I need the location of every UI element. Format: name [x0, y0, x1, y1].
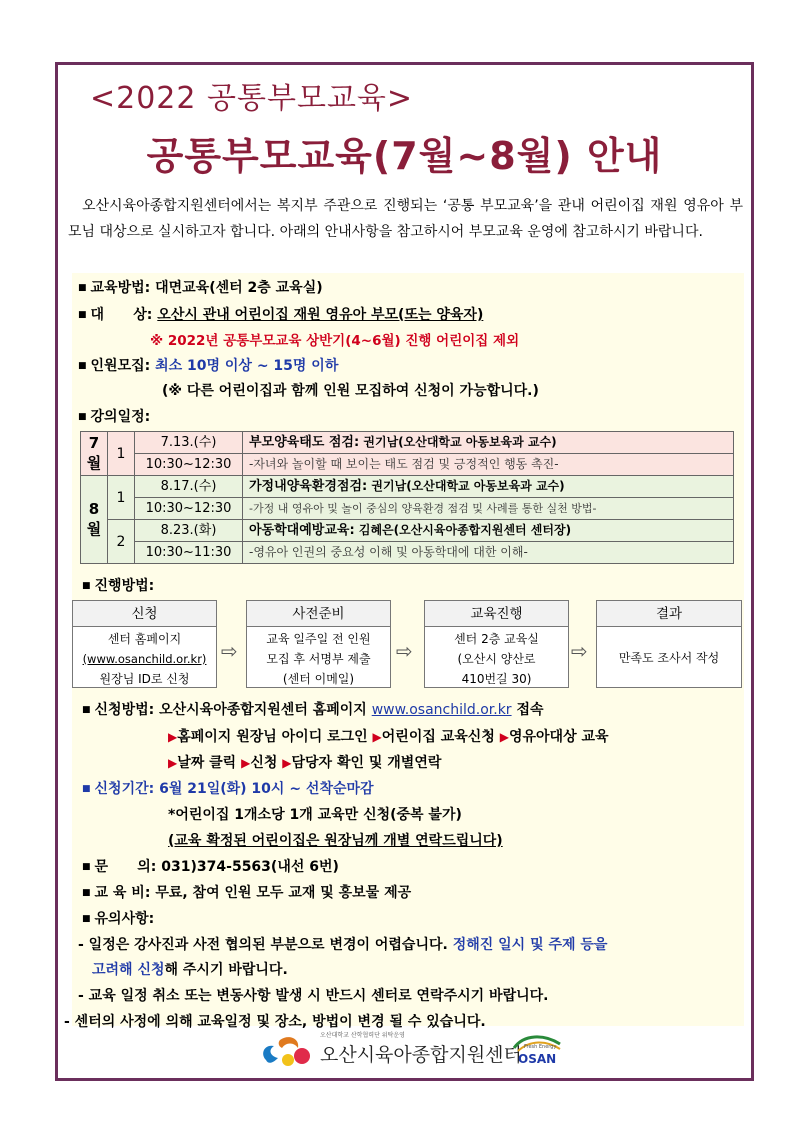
session-time: 10:30~11:30	[135, 542, 243, 564]
notes-label: 유의사항:	[94, 911, 155, 927]
contact-label: 문 의:	[94, 859, 157, 875]
triangle-right-icon: ▶	[241, 756, 251, 770]
target-line	[78, 304, 483, 324]
fee-label: 교 육 비:	[94, 885, 151, 901]
triangle-right-icon: ▶	[168, 756, 178, 770]
logo-name: 오산시육아종합지원센터	[320, 1044, 522, 1066]
schedule-heading	[78, 406, 150, 426]
session-date: 7.13.(수)	[135, 432, 243, 454]
step-body: 만족도 조사서 작성	[618, 651, 720, 665]
session-number: 2	[108, 520, 135, 564]
session-desc: -영유아 인권의 중요성 이해 및 아동학대에 대한 이해-	[243, 542, 734, 564]
step-body: 교육 일주일 전 인원 모집 후 서명부 제출 (센터 이메일)	[266, 632, 371, 686]
homepage-link[interactable]: www.osanchild.or.kr	[371, 702, 512, 718]
session-title: 가정내양육환경점검: 권기남(오산대학교 아동보육과 교수)	[243, 476, 734, 498]
step-body: 센터 홈페이지 (www.osanchild.or.kr) 원장님 ID로 신청	[82, 632, 207, 686]
triangle-right-icon: ▶	[499, 730, 509, 744]
table-row	[81, 542, 734, 564]
step-body: 센터 2층 교육실 (오산시 양산로 410번길 30)	[454, 632, 539, 686]
session-title: 부모양육태도 점검: 권기남(오산대학교 아동보육과 교수)	[243, 432, 734, 454]
note-1-cont: 고려해 신청해 주시기 바랍니다.	[92, 962, 288, 978]
bullet-square-icon: ■	[82, 888, 91, 898]
process-step-prepare	[246, 600, 391, 688]
osan-swirl-icon	[510, 1032, 564, 1054]
note-3: - 센터의 사정에 의해 교육일정 및 장소, 방법이 변경 될 수 있습니다.	[64, 1014, 486, 1030]
bullet-square-icon: ■	[78, 310, 87, 320]
month-8-cell: 8 월	[81, 476, 108, 564]
apply-steps-2: ▶날짜 클릭 ▶신청 ▶담당자 확인 및 개별연락	[168, 755, 442, 771]
arrow-right-icon: ⇨	[571, 639, 588, 663]
osan-caption: Fresh Energy	[524, 1044, 557, 1050]
contact-value: 031)374-5563(내선 6번)	[161, 859, 339, 875]
step-title: 교육진행	[425, 601, 568, 627]
process-heading	[82, 575, 154, 595]
bullet-square-icon: ■	[82, 705, 91, 715]
osan-city-logo	[510, 1032, 564, 1068]
apply-value: 오산시육아종합지원센터 홈페이지	[159, 702, 367, 718]
bullet-square-icon: ■	[78, 283, 87, 293]
subtitle: <2022 공통부모교육>	[90, 81, 414, 116]
triangle-right-icon: ▶	[282, 756, 292, 770]
apply-steps-1: ▶홈페이지 원장님 아이디 로그인 ▶어린이집 교육신청 ▶영유아대상 교육	[168, 729, 609, 745]
process-step-conduct	[424, 600, 569, 688]
notes-heading	[82, 908, 154, 928]
table-row	[81, 454, 734, 476]
center-logo-icon	[258, 1030, 318, 1070]
triangle-right-icon: ▶	[168, 730, 178, 744]
target-note: ※ 2022년 공통부모교육 상반기(4~6월) 진행 어린이집 제외	[150, 333, 520, 349]
process-step-apply	[72, 600, 217, 688]
period-note-1: *어린이집 1개소당 1개 교육만 신청(중복 불가)	[168, 807, 462, 823]
period-note-2: (교육 확정된 어린이집은 원장님께 개별 연락드립니다)	[168, 833, 503, 849]
step-title: 신청	[73, 601, 216, 627]
table-row	[81, 476, 734, 498]
bullet-square-icon: ■	[82, 784, 91, 794]
schedule-table	[80, 431, 734, 564]
recruit-label: 인원모집:	[90, 358, 151, 374]
bullet-square-icon: ■	[82, 581, 91, 591]
process-label: 진행방법:	[94, 578, 155, 594]
table-row	[81, 498, 734, 520]
fee-line	[82, 882, 411, 902]
session-time: 10:30~12:30	[135, 454, 243, 476]
period-value: 6월 21일(화) 10시 ~ 선착순마감	[159, 781, 374, 797]
page-title: 공통부모교육(7월~8월) 안내	[146, 134, 663, 178]
session-number: 1	[108, 476, 135, 520]
note-2: - 교육 일정 취소 또는 변동사항 발생 시 반드시 센터로 연락주시기 바랍니다.	[78, 988, 549, 1004]
session-title: 아동학대예방교육: 김혜은(오산시육아종합지원센터 센터장)	[243, 520, 734, 542]
session-time: 10:30~12:30	[135, 498, 243, 520]
triangle-right-icon: ▶	[372, 730, 382, 744]
process-step-result	[596, 600, 742, 688]
arrow-right-icon: ⇨	[396, 639, 413, 663]
step-title: 사전준비	[247, 601, 390, 627]
method-label: 교육방법:	[90, 280, 151, 296]
step-title: 결과	[597, 601, 741, 627]
method-value: 대면교육(센터 2층 교육실)	[155, 280, 323, 296]
recruit-line	[78, 355, 338, 375]
logo-caption: 오산대학교 산학협력단 위탁운영	[320, 1032, 405, 1039]
note-1: - 일정은 강사진과 사전 협의된 부분으로 변경이 어렵습니다. 정해진 일시 및 주제 등을	[78, 937, 608, 953]
bullet-square-icon: ■	[78, 412, 87, 422]
session-number: 1	[108, 432, 135, 476]
month-7-cell: 7 월	[81, 432, 108, 476]
fee-value: 무료, 참여 인원 모두 교재 및 홍보물 제공	[155, 885, 412, 901]
period-line	[82, 778, 374, 798]
method-line	[78, 277, 323, 297]
session-date: 8.17.(수)	[135, 476, 243, 498]
intro-paragraph: 오산시육아종합지원센터에서는 복지부 주관으로 진행되는 ‘공통 부모교육’을 관내 어린이집 재원 영유아 부모님 대상으로 실시하고자 합니다. 아래의 안내사항을 참고하시어 부모교육 운영에 참고하시기 바랍니다.	[68, 198, 743, 240]
osan-name: OSAN	[518, 1052, 557, 1066]
arrow-right-icon: ⇨	[221, 639, 238, 663]
target-label: 대 상:	[90, 307, 153, 323]
apply-line: ■ 신청방법: 오산시육아종합지원센터 홈페이지 www.osanchild.or.kr 접속	[82, 702, 544, 718]
apply-label: 신청방법:	[94, 702, 155, 718]
contact-line	[82, 856, 339, 876]
table-row	[81, 520, 734, 542]
target-value: 오산시 관내 어린이집 재원 영유아 부모(또는 양육자)	[157, 307, 484, 323]
session-desc: -자녀와 놀이할 때 보이는 태도 점검 및 긍정적인 행동 촉진-	[243, 454, 734, 476]
session-desc: -가정 내 영유아 및 놀이 중심의 양육환경 점검 및 사례를 통한 실천 방법-	[243, 498, 734, 520]
bullet-square-icon: ■	[82, 914, 91, 924]
period-label: 신청기간:	[94, 781, 155, 797]
table-row	[81, 432, 734, 454]
bullet-square-icon: ■	[82, 862, 91, 872]
recruit-value: 최소 10명 이상 ~ 15명 이하	[155, 358, 339, 374]
session-date: 8.23.(화)	[135, 520, 243, 542]
page-frame	[55, 62, 754, 1081]
bullet-square-icon: ■	[78, 361, 87, 371]
schedule-label: 강의일정:	[90, 409, 151, 425]
recruit-note: (※ 다른 어린이집과 함께 인원 모집하여 신청이 가능합니다.)	[162, 383, 539, 399]
center-logo	[258, 1030, 563, 1070]
